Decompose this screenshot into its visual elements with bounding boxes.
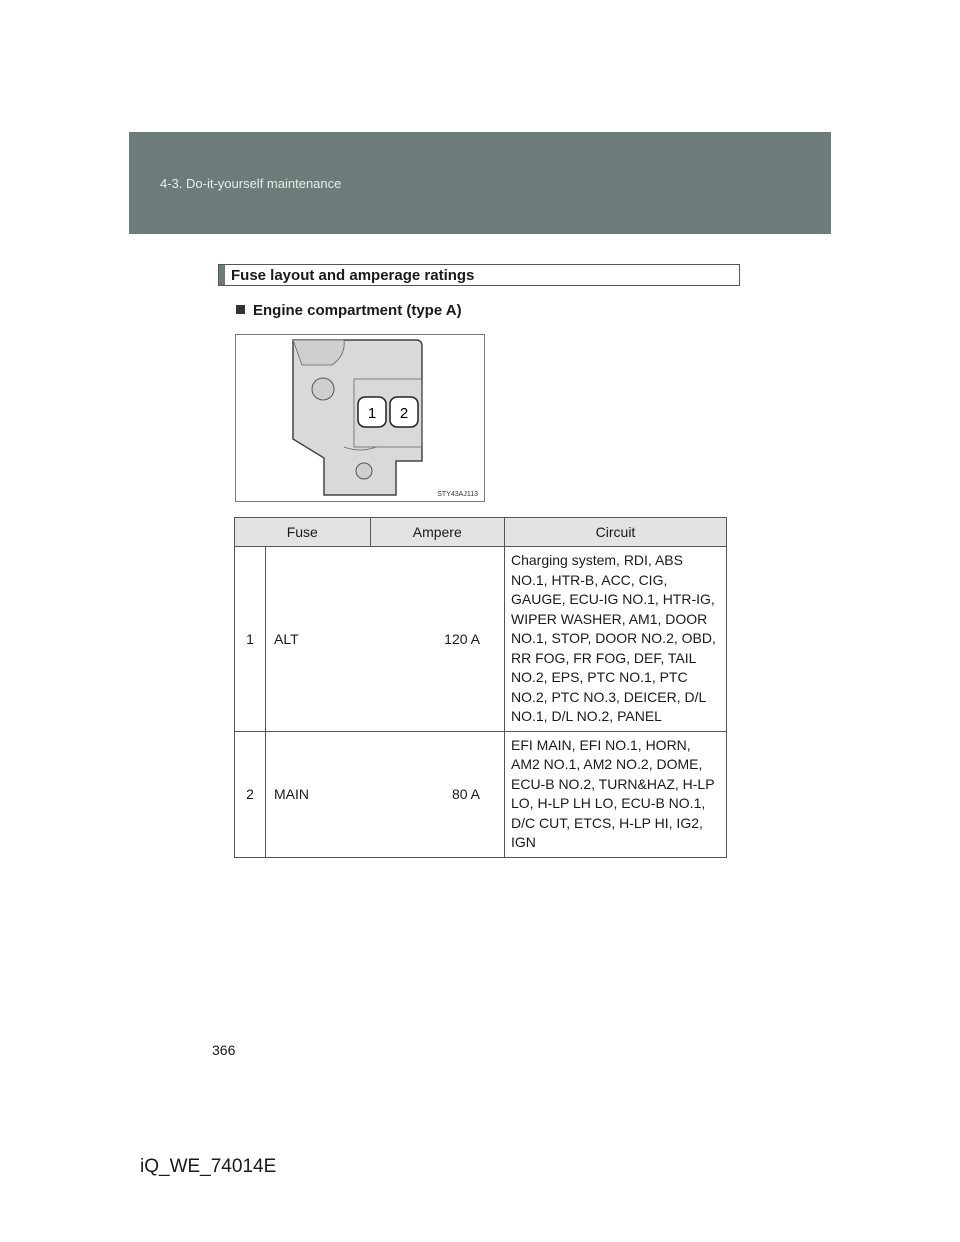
subheading-text: Engine compartment (type A) xyxy=(253,302,462,319)
fuse-box-illustration xyxy=(236,335,484,501)
table-row xyxy=(235,547,727,732)
col-header-fuse: Fuse xyxy=(235,518,371,547)
fuse-circuit: Charging system, RDI, ABS NO.1, HTR-B, ACC, CIG, GAUGE, ECU-IG NO.1, HTR-IG, WIPER WASHER, AM1, DOOR NO.1, STOP, DOOR NO.2, OBD, RR FOG, FR FOG, DEF, TAIL NO.2, EPS, PTC NO.1, PTC NO.2, PTC NO.3, DEICER, D/L NO.1, D/L NO.2, PANEL xyxy=(505,547,727,732)
table-header-row xyxy=(235,518,727,547)
heading-text: Fuse layout and amperage ratings xyxy=(231,267,475,284)
section-heading xyxy=(218,264,740,286)
fuse-number: 1 xyxy=(235,547,266,732)
fuse-name: ALT xyxy=(266,547,371,732)
fuse-2-label: 2 xyxy=(399,405,409,422)
heading-accent-bar xyxy=(219,265,225,285)
fuse-number: 2 xyxy=(235,731,266,857)
subheading xyxy=(236,302,462,319)
fuse-ampere: 120 A xyxy=(370,547,505,732)
col-header-circuit: Circuit xyxy=(505,518,727,547)
page-number: 366 xyxy=(212,1042,236,1058)
fuse-ampere: 80 A xyxy=(370,731,505,857)
figure-code: STY43AJ113 xyxy=(437,491,478,498)
section-title: 4-3. Do-it-yourself maintenance xyxy=(160,176,342,191)
fuse-box-figure xyxy=(235,334,485,502)
square-bullet-icon xyxy=(236,305,245,314)
table-row xyxy=(235,731,727,857)
fuse-table xyxy=(234,517,727,858)
fuse-name: MAIN xyxy=(266,731,371,857)
fuse-circuit: EFI MAIN, EFI NO.1, HORN, AM2 NO.1, AM2 NO.2, DOME, ECU-B NO.2, TURN&HAZ, H-LP LO, H-LP LH LO, ECU-B NO.1, D/C CUT, ETCS, H-LP HI, IG2, IGN xyxy=(505,731,727,857)
col-header-ampere: Ampere xyxy=(370,518,505,547)
document-code: iQ_WE_74014E xyxy=(140,1156,277,1177)
fuse-1-label: 1 xyxy=(367,405,377,422)
